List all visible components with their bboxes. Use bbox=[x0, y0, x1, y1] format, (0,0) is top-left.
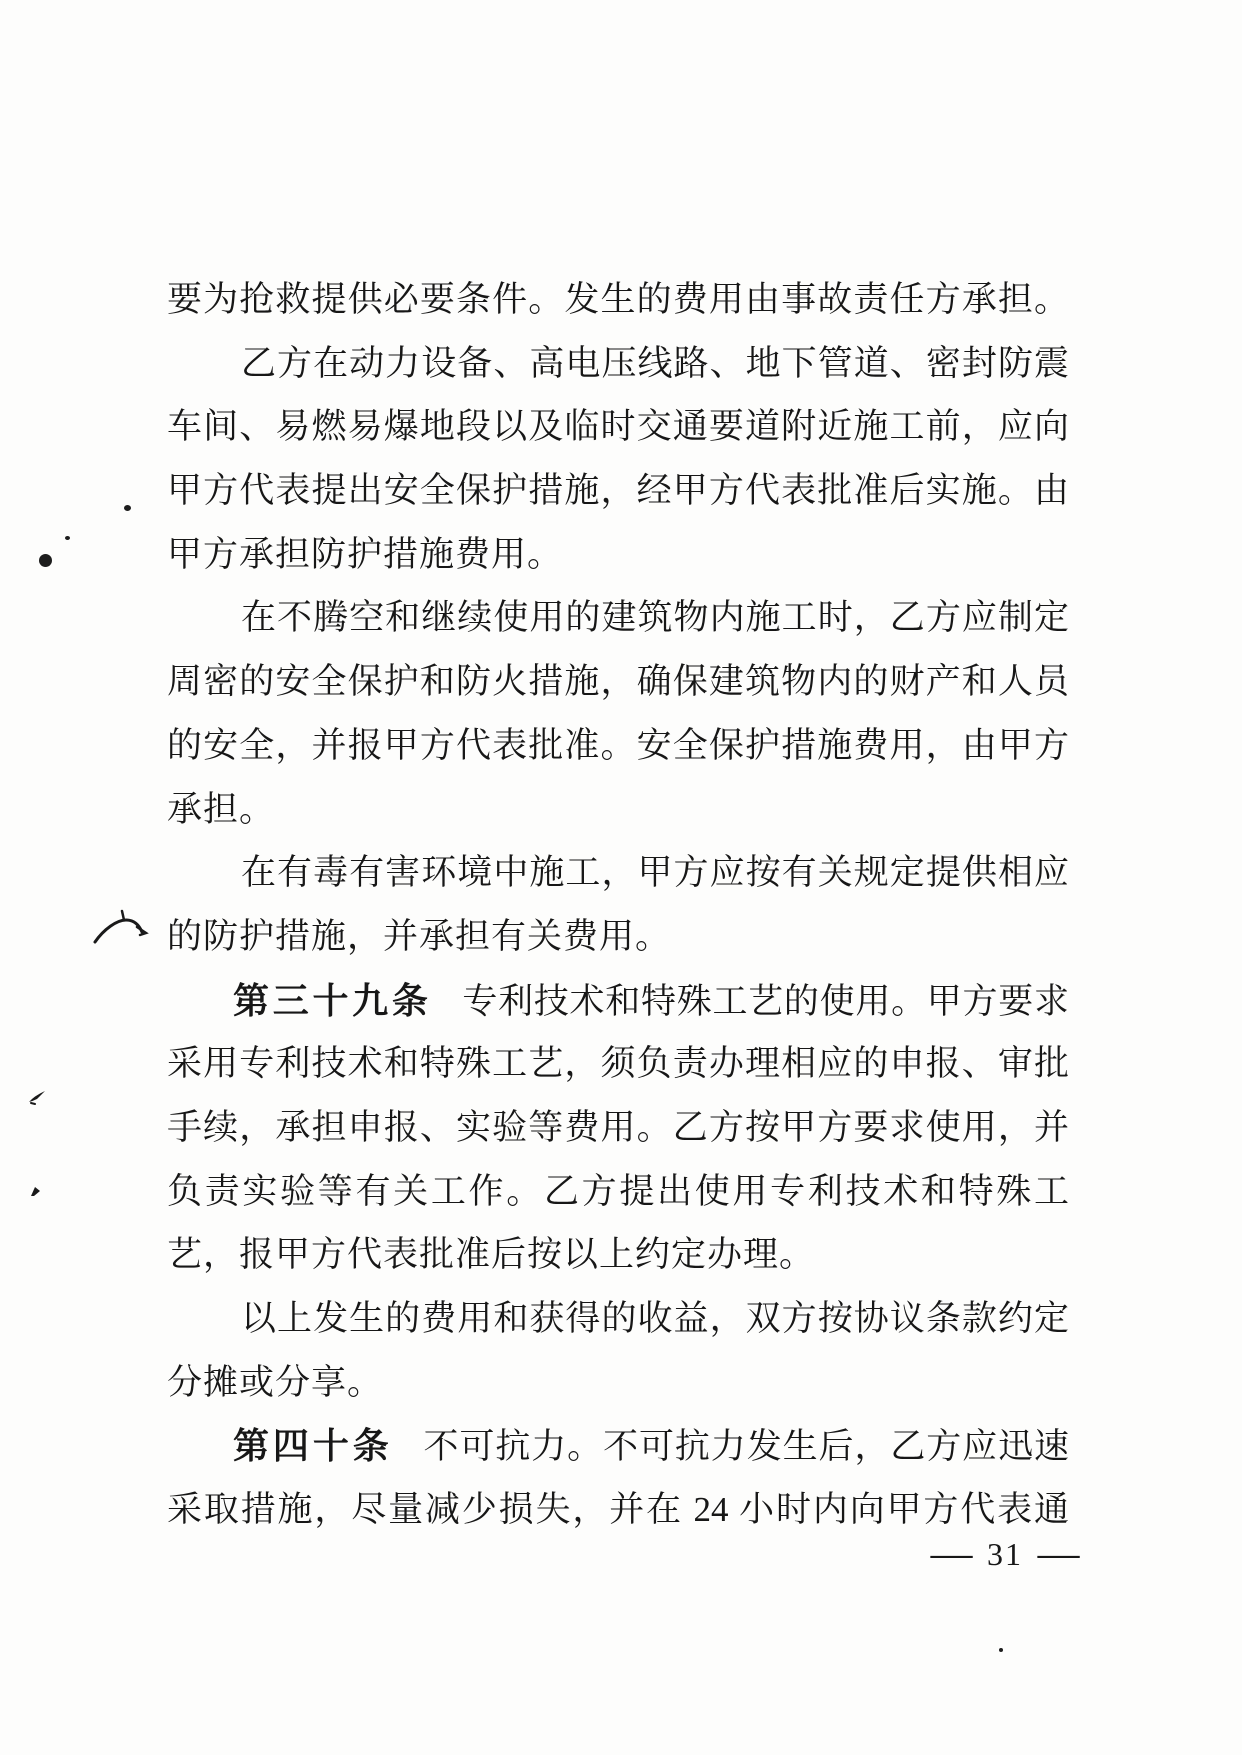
text-line: 甲方代表提出安全保护措施，经甲方代表批准后实施。由 bbox=[167, 471, 1069, 511]
page-number-dash-left: — bbox=[930, 1536, 973, 1571]
text-line: 乙方在动力设备、高电压线路、地下管道、密封防震 bbox=[241, 343, 1069, 383]
article-heading: 第四十条 bbox=[233, 1425, 393, 1467]
text-line: 要为抢救提供必要条件。发生的费用由事故责任方承担。 bbox=[167, 280, 1069, 319]
text-line: 负责实验等有关工作。乙方提出使用专利技术和特殊工 bbox=[167, 1171, 1069, 1211]
text-line: 的安全，并报甲方代表批准。安全保护措施费用，由甲方 bbox=[167, 725, 1069, 765]
pen-flick-mark bbox=[28, 1088, 48, 1106]
text-line: 手续，承担申报、实验等费用。乙方按甲方要求使用，并 bbox=[167, 1107, 1069, 1147]
text-line: 采用专利技术和特殊工艺，须负责办理相应的申报、审批 bbox=[167, 1044, 1069, 1084]
page-number-value: 31 bbox=[987, 1535, 1023, 1572]
text-line: 甲方承担防护措施费用。 bbox=[167, 534, 564, 574]
article-heading-text: 不可抗力。不可抗力发生后，乙方应迅速 bbox=[422, 1427, 1069, 1467]
text-line: 车间、易燃易爆地段以及临时交通要道附近施工前，应向 bbox=[167, 407, 1069, 447]
article-heading-text: 专利技术和特殊工艺的使用。甲方要求 bbox=[461, 981, 1069, 1021]
text-line: 以上发生的费用和获得的收益，双方按协议条款约定 bbox=[241, 1299, 1069, 1338]
page-number-dash-right: — bbox=[1037, 1536, 1080, 1571]
article-40-line bbox=[167, 1414, 1069, 1478]
text-line: 承担。 bbox=[167, 789, 276, 829]
ink-blob bbox=[39, 554, 52, 567]
text-line: 采取措施，尽量减少损失，并在 24 小时内向甲方代表通 bbox=[167, 1490, 1069, 1530]
article-heading: 第三十九条 bbox=[233, 979, 432, 1021]
text-line: 在不腾空和继续使用的建筑物内施工时，乙方应制定 bbox=[241, 598, 1069, 638]
text-line: 的防护措施，并承担有关费用。 bbox=[167, 916, 672, 956]
page-number bbox=[930, 1534, 1080, 1574]
text-line: 在有毒有害环境中施工，甲方应按有关规定提供相应 bbox=[241, 853, 1069, 893]
pen-flick-mark bbox=[29, 1184, 44, 1199]
text-line: 周密的安全保护和防火措施，确保建筑物内的财产和人员 bbox=[167, 662, 1069, 702]
ink-speck bbox=[124, 505, 131, 511]
ink-speck bbox=[999, 1648, 1003, 1652]
text-block bbox=[167, 268, 1069, 1542]
handwritten-arc-mark bbox=[93, 905, 149, 949]
text-line: 艺，报甲方代表批准后按以上约定办理。 bbox=[167, 1235, 816, 1275]
article-39-line bbox=[167, 969, 1069, 1033]
text-line: 分摊或分享。 bbox=[167, 1362, 384, 1402]
ink-speck bbox=[65, 536, 70, 540]
